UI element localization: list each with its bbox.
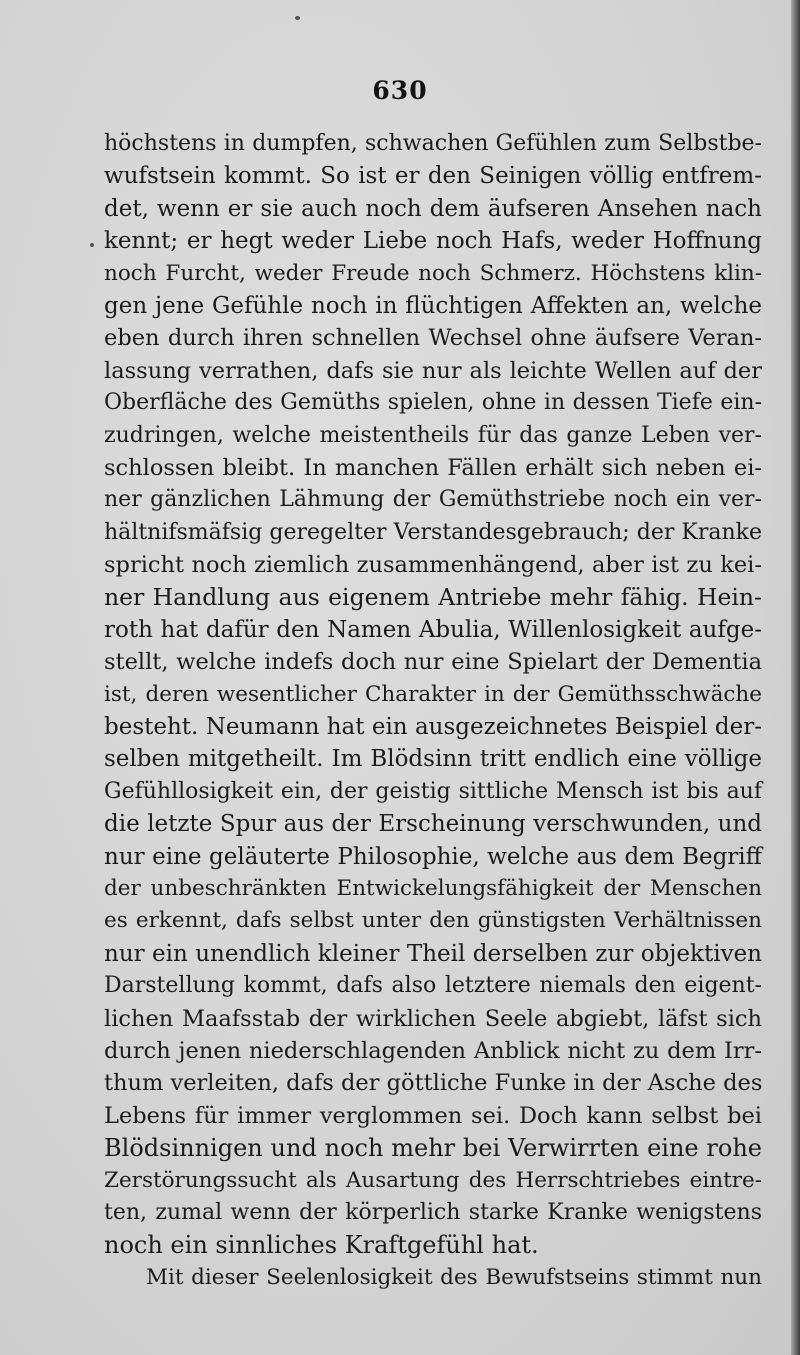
text-line: Lebens für immer verglommen sei. Doch kann selbst bei xyxy=(104,1102,762,1129)
text-line: kennt; er hegt weder Liebe noch Hafs, weder Hoffnung xyxy=(104,228,762,255)
text-line: gen jene Gefühle noch in flüchtigen Affekten an, welche xyxy=(104,292,762,319)
text-line: Oberfläche des Gemüths spielen, ohne in dessen Tiefe ein- xyxy=(104,390,762,416)
text-line: det, wenn er sie auch noch dem äufseren Ansehen nach xyxy=(104,195,762,222)
text-line: lassung verrathen, dafs sie nur als leichte Wellen auf der xyxy=(104,357,762,384)
text-line: nur eine geläuterte Philosophie, welche aus dem Begriff xyxy=(104,843,762,870)
ink-speck xyxy=(90,243,94,247)
text-line: der unbeschränkten Entwickelungsfähigkeit der Menschen xyxy=(104,875,762,901)
ink-speck xyxy=(295,16,300,20)
text-line: Zerstörungssucht als Ausartung des Herrschtriebes eintre- xyxy=(104,1167,762,1193)
text-line: stellt, welche indefs doch nur eine Spielart der Dementia xyxy=(104,649,762,676)
text-line: Gefühllosigkeit ein, der geistig sittliche Mensch ist bis auf xyxy=(104,778,762,804)
text-line: ner Handlung aus eigenem Antriebe mehr fähig. Hein- xyxy=(104,583,762,612)
text-line: roth hat dafür den Namen Abulia, Willenlosigkeit aufge- xyxy=(104,616,762,643)
text-line: spricht noch ziemlich zusammenhängend, aber ist zu kei- xyxy=(104,552,762,579)
text-line: Darstellung kommt, dafs also letztere niemals den eigent- xyxy=(104,973,762,999)
text-line: selben mitgetheilt. Im Blödsinn tritt endlich eine völlige xyxy=(104,746,762,773)
text-line: ten, zumal wenn der körperlich starke Kranke wenigstens xyxy=(104,1199,762,1225)
text-line: ner gänzlichen Lähmung der Gemüthstriebe noch ein ver- xyxy=(104,487,762,513)
paragraph-start-line: Mit dieser Seelenlosigkeit des Bewufstseins stimmt nun xyxy=(146,1264,762,1290)
body-text xyxy=(104,128,762,1294)
text-line: die letzte Spur aus der Erscheinung verschwunden, und xyxy=(104,811,762,838)
text-line: wufstsein kommt. So ist er den Seinigen völlig entfrem- xyxy=(104,163,762,190)
text-line: es erkennt, dafs selbst unter den günstigsten Verhältnissen xyxy=(104,908,762,934)
text-line: thum verleiten, dafs der göttliche Funke in der Asche des xyxy=(104,1070,763,1097)
text-line: durch jenen niederschlagenden Anblick nicht zu dem Irr- xyxy=(104,1037,762,1064)
text-line: hältnifsmäfsig geregelter Verstandesgebrauch; der Kranke xyxy=(104,519,762,545)
text-line: lichen Maafsstab der wirklichen Seele abgiebt, läfst sich xyxy=(104,1005,762,1032)
text-line: eben durch ihren schnellen Wechsel ohne äufsere Veran- xyxy=(104,325,762,352)
page-number: 630 xyxy=(372,76,428,105)
text-line: noch Furcht, weder Freude noch Schmerz. Höchstens klin- xyxy=(104,260,762,286)
text-line: ist, deren wesentlicher Charakter in der Gemüthsschwäche xyxy=(104,681,762,707)
text-line: besteht. Neumann hat ein ausgezeichnetes Beispiel der- xyxy=(104,714,762,741)
page-edge-shadow xyxy=(791,0,800,1355)
text-line: nur ein unendlich kleiner Theil derselben zur objektiven xyxy=(104,940,762,967)
text-line: schlossen bleibt. In manchen Fällen erhält sich neben ei- xyxy=(104,454,762,481)
text-line: Blödsinnigen und noch mehr bei Verwirrten eine rohe xyxy=(104,1134,762,1163)
text-line: zudringen, welche meistentheils für das ganze Leben ver- xyxy=(104,422,762,448)
text-line: höchstens in dumpfen, schwachen Gefühlen zum Selbstbe- xyxy=(104,131,762,156)
paragraph-end-line: noch ein sinnliches Kraftgefühl hat. xyxy=(104,1231,539,1260)
